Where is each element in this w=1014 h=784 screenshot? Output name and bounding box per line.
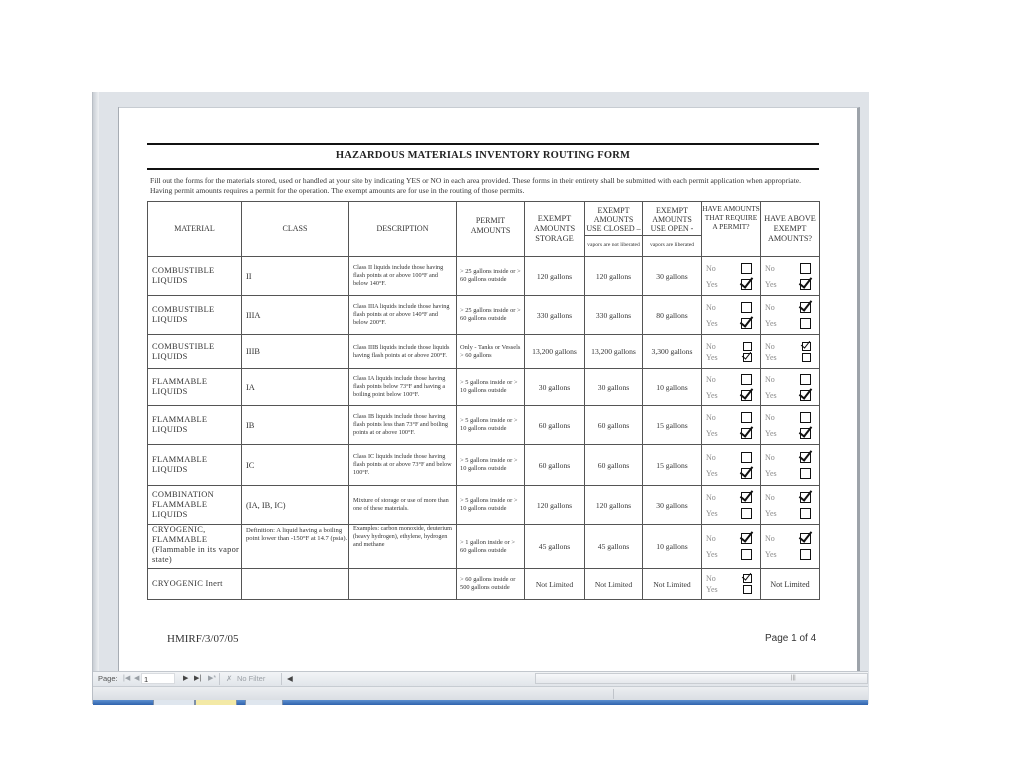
material-row [148,406,820,445]
yes-checkbox[interactable] [741,468,752,479]
above-exempt-no-option [765,449,815,465]
no-checkbox[interactable] [741,302,752,313]
above-exempt-yes-option [765,425,815,441]
yes-checkbox[interactable] [800,279,811,290]
material-cell: FLAMMABLE LIQUIDS [148,406,242,445]
above-exempt-no-option [765,341,815,352]
require-permit-no-option [706,531,756,547]
class-cell: IB [242,406,349,445]
exempt-storage-cell: 120 gallons [525,257,585,296]
require-permit-yes-option [706,584,756,595]
above-exempt-no-option [765,260,815,276]
header-exempt-open-title: EXEMPT AMOUNTS USE OPEN - [643,204,701,236]
permit-amount-cell: > 25 gallons inside or > 60 gallons outside [457,257,525,296]
above-exempt-cell [761,406,820,445]
no-label: No [706,263,716,273]
material-cell: CRYOGENIC, FLAMMABLE (Flammable in its vapor state) [148,525,242,569]
class-cell: IIIB [242,335,349,369]
material-cell: CRYOGENIC Inert [148,569,242,600]
header-row [148,202,820,257]
header-exempt-open [643,202,702,257]
exempt-open-cell: 30 gallons [643,257,702,296]
yes-label: Yes [706,390,718,400]
no-label: No [706,302,716,312]
yes-label: Yes [765,318,777,328]
filter-icon: ✗ [226,674,233,683]
yes-checkbox[interactable] [743,353,752,362]
no-label: No [765,492,775,502]
require-permit-no-option [706,371,756,387]
record-navigation-bar [93,671,868,686]
exempt-storage-cell: 60 gallons [525,445,585,486]
status-bar [93,686,868,701]
no-label: No [706,412,716,422]
no-label: No [765,412,775,422]
above-exempt-cell [761,486,820,525]
above-exempt-cell: Not Limited [761,569,820,600]
permit-amount-cell: > 5 gallons inside or > 10 gallons outside [457,445,525,486]
permit-amount-cell: > 5 gallons inside or > 10 gallons outside [457,486,525,525]
require-permit-cell [702,486,761,525]
above-exempt-yes-option [765,387,815,403]
yes-checkbox[interactable] [741,279,752,290]
no-checkbox[interactable] [741,492,752,503]
exempt-storage-cell: 120 gallons [525,486,585,525]
material-cell: COMBUSTIBLE LIQUIDS [148,296,242,335]
description-cell: Class II liquids include those having flash points at or above 100°F and below 140°F. [349,257,457,296]
above-exempt-cell [761,335,820,369]
yes-label: Yes [765,352,777,362]
yes-checkbox[interactable] [800,318,811,329]
yes-label: Yes [765,428,777,438]
no-label: No [765,302,775,312]
require-permit-no-option [706,260,756,276]
exempt-storage-cell: 330 gallons [525,296,585,335]
description-cell [349,569,457,600]
above-exempt-no-option [765,409,815,425]
page-label: Page: [98,674,118,683]
yes-label: Yes [706,318,718,328]
exempt-open-cell: Not Limited [643,569,702,600]
above-exempt-yes-option [765,505,815,521]
header-above-exempt: HAVE ABOVE EXEMPT AMOUNTS? [761,202,820,257]
require-permit-no-option [706,489,756,505]
title-rule-top [147,143,819,145]
no-checkbox[interactable] [800,533,811,544]
header-description: DESCRIPTION [349,202,457,257]
permit-amount-cell: Only - Tanks or Vessels > 60 gallons [457,335,525,369]
yes-label: Yes [706,428,718,438]
class-cell: IIIA [242,296,349,335]
above-exempt-cell [761,257,820,296]
no-label: No [706,341,716,351]
form-title: HAZARDOUS MATERIALS INVENTORY ROUTING FORM [335,150,631,161]
require-permit-cell [702,569,761,600]
class-cell: II [242,257,349,296]
no-checkbox[interactable] [741,533,752,544]
form-instructions: Fill out the forms for the materials stored, used or handled at your site by indicating YES or NO in each area provided. These forms in their entirety shall be submitted with each permit application when appropriate. Having permit amounts requires a permit for the operation. The exempt amounts are for use in the routing of those permits. [150,176,801,195]
require-permit-yes-option [706,352,756,363]
no-label: No [706,534,716,543]
yes-label: Yes [706,508,718,518]
require-permit-yes-option [706,465,756,481]
yes-checkbox[interactable] [741,390,752,401]
yes-checkbox[interactable] [800,428,811,439]
class-cell: IC [242,445,349,486]
require-permit-no-option [706,299,756,315]
form-id: HMIRF/3/07/05 [167,633,239,645]
above-exempt-no-option [765,531,815,547]
inventory-table [147,201,820,600]
require-permit-cell [702,445,761,486]
no-checkbox[interactable] [800,263,811,274]
no-checkbox[interactable] [741,263,752,274]
exempt-closed-cell: 120 gallons [585,257,643,296]
no-checkbox[interactable] [800,412,811,423]
horizontal-scrollbar[interactable] [535,673,868,684]
page-indicator: Page 1 of 4 [765,633,817,644]
exempt-open-cell: 3,300 gallons [643,335,702,369]
new-record-icon[interactable]: ▶* [208,675,217,682]
material-row [148,369,820,406]
require-permit-yes-option [706,425,756,441]
scroll-left-icon[interactable]: ◀ [287,674,293,683]
nav-separator [281,673,282,685]
next-record-icon[interactable]: ▶ [183,675,189,682]
material-row [148,569,820,600]
scroll-grip-icon: ||| [791,675,796,681]
frame-bevel [93,92,99,672]
exempt-open-cell: 10 gallons [643,369,702,406]
material-row [148,296,820,335]
material-cell: FLAMMABLE LIQUIDS [148,369,242,406]
require-permit-cell [702,335,761,369]
description-cell: Class IA liquids include those having flash points below 73°F and having a boiling point below 100°F. [349,369,457,406]
description-cell: Examples: carbon monoxide, deuterium (heavy hydrogen), ethylene, hydrogen and methane [349,525,457,569]
no-label: No [706,452,716,462]
yes-label: Yes [706,279,718,289]
description-cell: Class IB liquids include those having flash points less than 73°F and boiling points at or above 100°F. [349,406,457,445]
description-cell: Class IC liquids include those having flash points at or above 73°F and below 100°F. [349,445,457,486]
yes-label: Yes [765,279,777,289]
page-number-input[interactable]: 1 [141,673,175,684]
material-row [148,335,820,369]
yes-label: Yes [765,550,777,559]
first-record-icon[interactable]: |◀ [123,675,131,682]
require-permit-no-option [706,409,756,425]
no-label: No [765,534,775,543]
no-checkbox[interactable] [800,302,811,313]
yes-checkbox[interactable] [802,353,811,362]
above-exempt-yes-option [765,276,815,292]
yes-label: Yes [706,585,718,594]
no-checkbox[interactable] [741,412,752,423]
exempt-storage-cell: 30 gallons [525,369,585,406]
header-exempt-closed-title: EXEMPT AMOUNTS USE CLOSED – [585,204,642,236]
taskbar-button[interactable] [153,700,195,705]
nav-separator [219,673,220,685]
last-record-icon[interactable]: ▶| [194,675,202,682]
class-cell: IA [242,369,349,406]
require-permit-cell [702,525,761,569]
yes-checkbox[interactable] [743,585,752,594]
header-exempt-closed [585,202,643,257]
above-exempt-cell [761,369,820,406]
exempt-open-cell: 80 gallons [643,296,702,335]
no-checkbox[interactable] [802,342,811,351]
require-permit-cell [702,257,761,296]
require-permit-cell [702,369,761,406]
above-exempt-cell [761,445,820,486]
yes-label: Yes [765,390,777,400]
above-exempt-yes-option [765,465,815,481]
permit-amount-cell: > 60 gallons inside or 500 gallons outside [457,569,525,600]
class-cell [242,569,349,600]
yes-checkbox[interactable] [741,428,752,439]
no-label: No [706,574,716,583]
require-permit-cell [702,406,761,445]
material-cell: FLAMMABLE LIQUIDS [148,445,242,486]
description-cell: Mixture of storage or use of more than one of these materials. [349,486,457,525]
require-permit-cell [702,296,761,335]
material-cell: COMBUSTIBLE LIQUIDS [148,257,242,296]
exempt-open-cell: 10 gallons [643,525,702,569]
permit-amount-cell: > 5 gallons inside or > 10 gallons outside [457,369,525,406]
exempt-open-cell: 15 gallons [643,406,702,445]
no-checkbox[interactable] [800,374,811,385]
exempt-storage-cell: 45 gallons [525,525,585,569]
no-label: No [765,263,775,273]
previous-record-icon[interactable]: ◀ [134,675,140,682]
material-cell: COMBINATION FLAMMABLE LIQUIDS [148,486,242,525]
permit-amount-cell: > 25 gallons inside or > 60 gallons outside [457,296,525,335]
exempt-closed-cell: 60 gallons [585,445,643,486]
exempt-storage-cell: Not Limited [525,569,585,600]
above-exempt-yes-option [765,547,815,563]
description-cell: Class IIIA liquids include those having flash points at or above 140°F and below 200°F. [349,296,457,335]
yes-checkbox[interactable] [800,390,811,401]
taskbar-button[interactable] [195,700,237,705]
yes-checkbox[interactable] [741,508,752,519]
yes-label: Yes [765,508,777,518]
require-permit-no-option [706,449,756,465]
header-permit-amounts: PERMIT AMOUNTS [457,202,525,257]
require-permit-yes-option [706,505,756,521]
no-checkbox[interactable] [741,452,752,463]
material-row [148,445,820,486]
exempt-storage-cell: 13,200 gallons [525,335,585,369]
yes-label: Yes [706,550,718,559]
yes-checkbox[interactable] [800,468,811,479]
above-exempt-cell [761,296,820,335]
material-row [148,257,820,296]
material-row [148,486,820,525]
exempt-closed-cell: 13,200 gallons [585,335,643,369]
exempt-closed-cell: 30 gallons [585,369,643,406]
yes-label: Yes [706,352,718,362]
yes-checkbox[interactable] [741,549,752,560]
no-label: No [706,492,716,502]
description-cell: Class IIIB liquids include those liquids having flash points at or above 200°F. [349,335,457,369]
require-permit-yes-option [706,276,756,292]
above-exempt-no-option [765,371,815,387]
taskbar-button[interactable] [245,700,283,705]
header-require-permit: HAVE AMOUNTS THAT REQUIRE A PERMIT? [702,202,761,257]
above-exempt-yes-option [765,352,815,363]
no-label: No [706,374,716,384]
no-checkbox[interactable] [800,492,811,503]
class-cell: Definition: A liquid having a boiling point lower than -150°F at 14.7 (psia). [242,525,349,569]
material-cell: COMBUSTIBLE LIQUIDS [148,335,242,369]
above-exempt-cell [761,525,820,569]
require-permit-yes-option [706,315,756,331]
header-exempt-closed-note: vapors are not liberated [587,241,640,248]
require-permit-yes-option [706,387,756,403]
yes-checkbox[interactable] [800,549,811,560]
exempt-closed-cell: 120 gallons [585,486,643,525]
no-checkbox[interactable] [743,574,752,583]
exempt-open-cell: 15 gallons [643,445,702,486]
title-rule-bottom [147,168,819,170]
yes-checkbox[interactable] [741,318,752,329]
require-permit-no-option [706,573,756,584]
yes-label: Yes [765,468,777,478]
material-row [148,525,820,569]
header-class: CLASS [242,202,349,257]
class-cell: (IA, IB, IC) [242,486,349,525]
yes-label: Yes [706,468,718,478]
above-exempt-no-option [765,489,815,505]
permit-amount-cell: > 1 gallon inside or > 60 gallons outside [457,525,525,569]
no-filter-button[interactable]: No Filter [237,674,266,683]
require-permit-yes-option [706,547,756,563]
no-checkbox[interactable] [800,452,811,463]
header-exempt-storage: EXEMPT AMOUNTS STORAGE [525,202,585,257]
above-exempt-yes-option [765,315,815,331]
exempt-closed-cell: 330 gallons [585,296,643,335]
exempt-storage-cell: 60 gallons [525,406,585,445]
header-material: MATERIAL [148,202,242,257]
exempt-closed-cell: 60 gallons [585,406,643,445]
yes-checkbox[interactable] [800,508,811,519]
above-exempt-no-option [765,299,815,315]
permit-amount-cell: > 5 gallons inside or > 10 gallons outside [457,406,525,445]
exempt-open-cell: 30 gallons [643,486,702,525]
no-label: No [765,374,775,384]
header-exempt-open-note: vapors are liberated [649,241,695,248]
exempt-closed-cell: 45 gallons [585,525,643,569]
no-checkbox[interactable] [741,374,752,385]
no-label: No [765,341,775,351]
no-label: No [765,452,775,462]
exempt-closed-cell: Not Limited [585,569,643,600]
